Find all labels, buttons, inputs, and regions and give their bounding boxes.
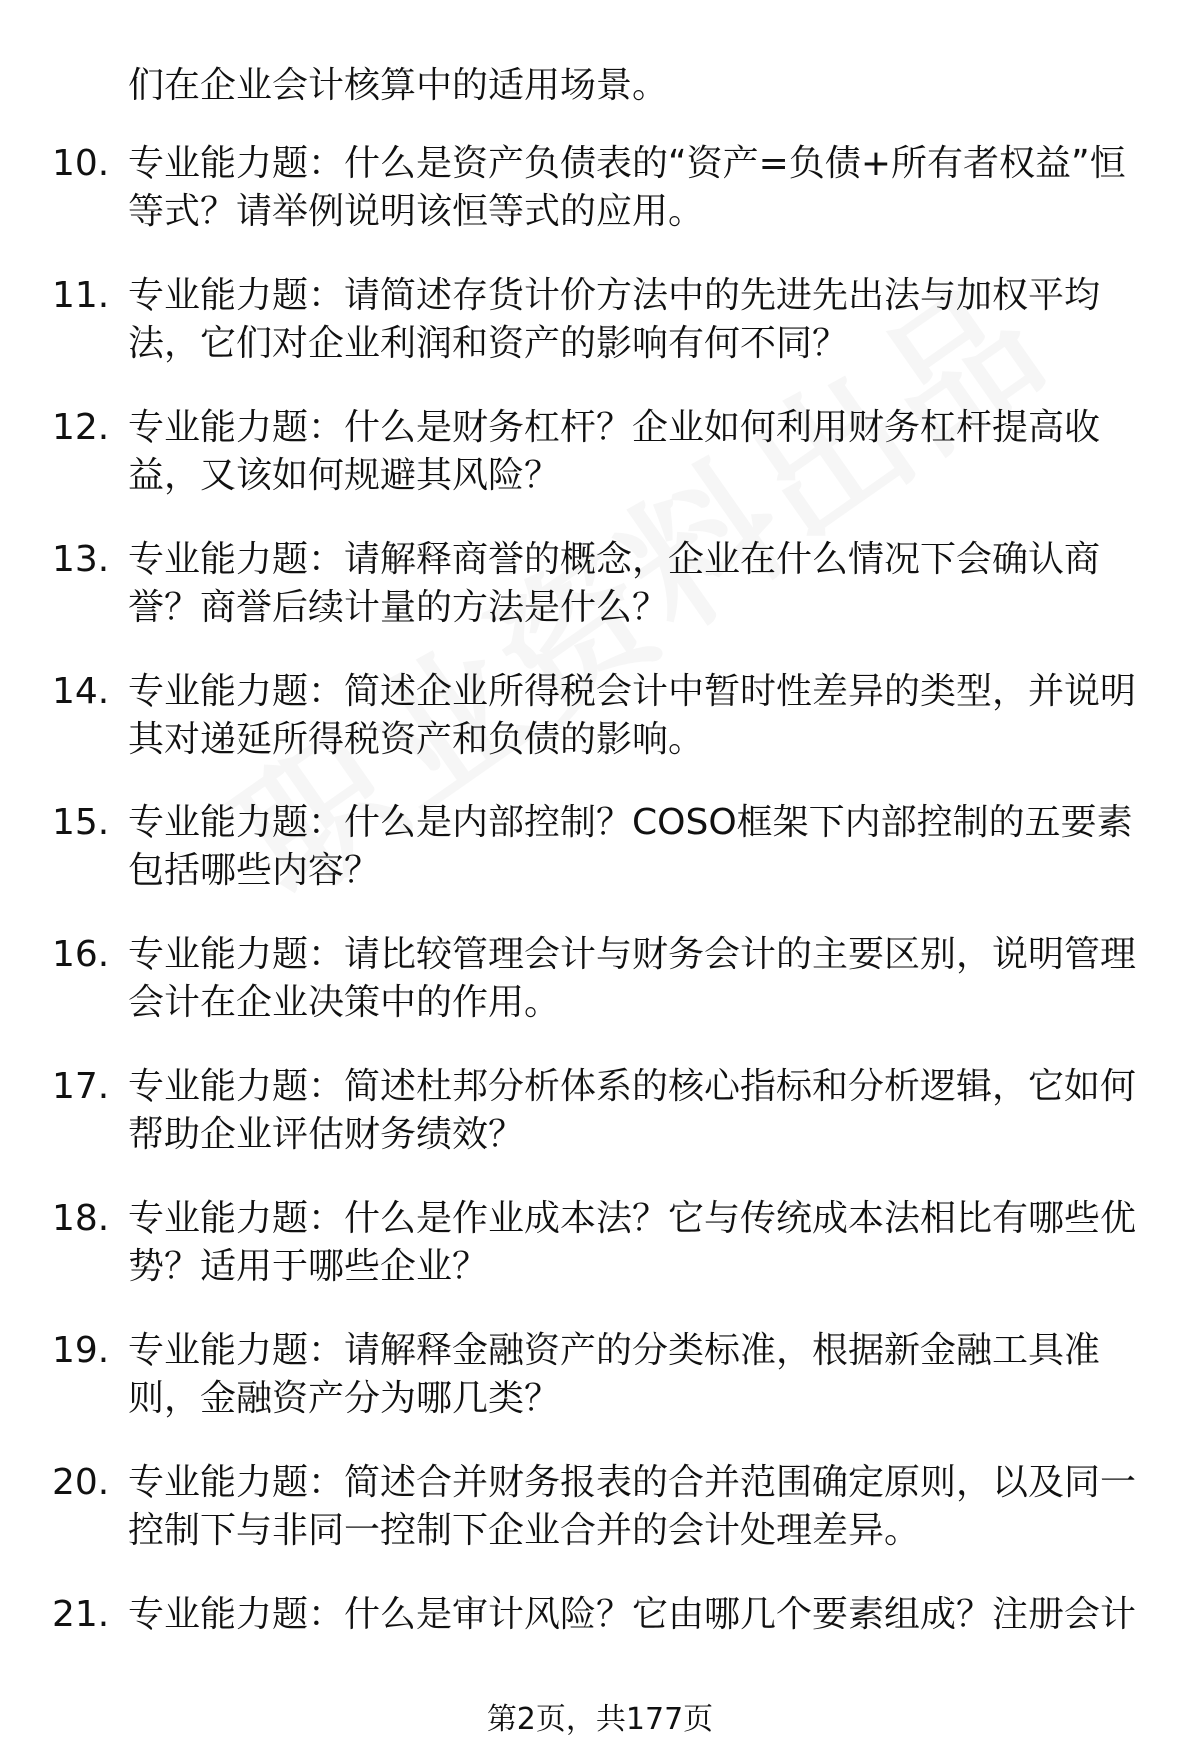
question-text [128,404,1158,500]
question-number: 21. [52,1593,110,1635]
question-text [128,140,1158,236]
question-text-line: 专业能力题：什么是资产负债表的“资产=负债+所有者权益”恒 [128,143,1126,184]
question-text-line: 专业能力题：什么是内部控制？COSO框架下内部控制的五要素 [128,802,1133,844]
question-text-line: 包括哪些内容？ [128,850,381,892]
question-number: 19. [52,1330,110,1372]
question-text [128,668,1158,764]
question-item [0,140,1200,272]
question-text-line: 专业能力题：请解释金融资产的分类标准，根据新金融工具准 [128,1330,1101,1372]
question-text-line: 专业能力题：请解释商誉的概念，企业在什么情况下会确认商 [128,538,1101,580]
question-text [128,272,1158,368]
question-text [128,536,1158,632]
question-item [0,404,1200,536]
question-text-line: 专业能力题：请比较管理会计与财务会计的主要区别，说明管理 [128,934,1137,976]
question-text-line: 专业能力题：简述杜邦分析体系的核心指标和分析逻辑，它如何 [128,1066,1137,1108]
question-text-line: 法，它们对企业利润和资产的影响有何不同？ [128,322,849,364]
question-text [128,1195,1158,1291]
question-text-line: 则，金融资产分为哪几类？ [128,1378,561,1420]
question-text-line: 专业能力题：简述企业所得税会计中暂时性差异的类型，并说明 [128,670,1137,712]
question-text-line: 控制下与非同一控制下企业合并的会计处理差异。 [128,1509,921,1551]
question-number: 14. [52,670,110,712]
question-text-line: 誉？商誉后续计量的方法是什么？ [128,586,669,628]
question-number: 15. [52,802,110,844]
question-item [0,536,1200,668]
question-item [0,1195,1200,1327]
question-text-line: 会计在企业决策中的作用。 [128,982,561,1024]
question-number: 17. [52,1066,110,1108]
question-text [128,931,1158,1027]
question-text-line: 帮助企业评估财务绩效？ [128,1114,525,1156]
question-text-line: 益，又该如何规避其风险？ [128,454,561,496]
question-number: 13. [52,538,110,580]
question-text [128,1459,1158,1555]
question-number: 18. [52,1198,110,1240]
question-item [0,668,1200,800]
question-number: 20. [52,1461,110,1503]
question-number: 11. [52,274,110,316]
question-text-line: 势？适用于哪些企业？ [128,1246,489,1288]
page-footer: 第2页，共177页 [486,1702,714,1737]
continued-line: 们在企业会计核算中的适用场景。 [128,65,669,106]
question-item [0,1327,1200,1459]
question-item [0,931,1200,1063]
question-text-line: 专业能力题：什么是审计风险？它由哪几个要素组成？注册会计 [128,1593,1137,1635]
question-text-line: 专业能力题：什么是财务杠杆？企业如何利用财务杠杆提高收 [128,406,1101,448]
question-text [128,1591,1158,1639]
question-text-line: 专业能力题：简述合并财务报表的合并范围确定原则，以及同一 [128,1461,1137,1503]
question-item [0,799,1200,931]
question-text-line: 等式？请举例说明该恒等式的应用。 [128,191,705,232]
question-number: 12. [52,406,110,448]
question-list [0,140,1200,1723]
question-item [0,272,1200,404]
question-text-line: 专业能力题：什么是作业成本法？它与传统成本法相比有哪些优 [128,1198,1137,1240]
question-text-line: 专业能力题：请简述存货计价方法中的先进先出法与加权平均 [128,274,1101,316]
question-text [128,799,1158,895]
question-item [0,1459,1200,1591]
question-number: 16. [52,934,110,976]
question-text-line: 其对递延所得税资产和负债的影响。 [128,718,705,760]
question-text [128,1063,1158,1159]
question-item [0,1063,1200,1195]
question-text [128,1327,1158,1423]
question-number: 10. [52,143,110,184]
